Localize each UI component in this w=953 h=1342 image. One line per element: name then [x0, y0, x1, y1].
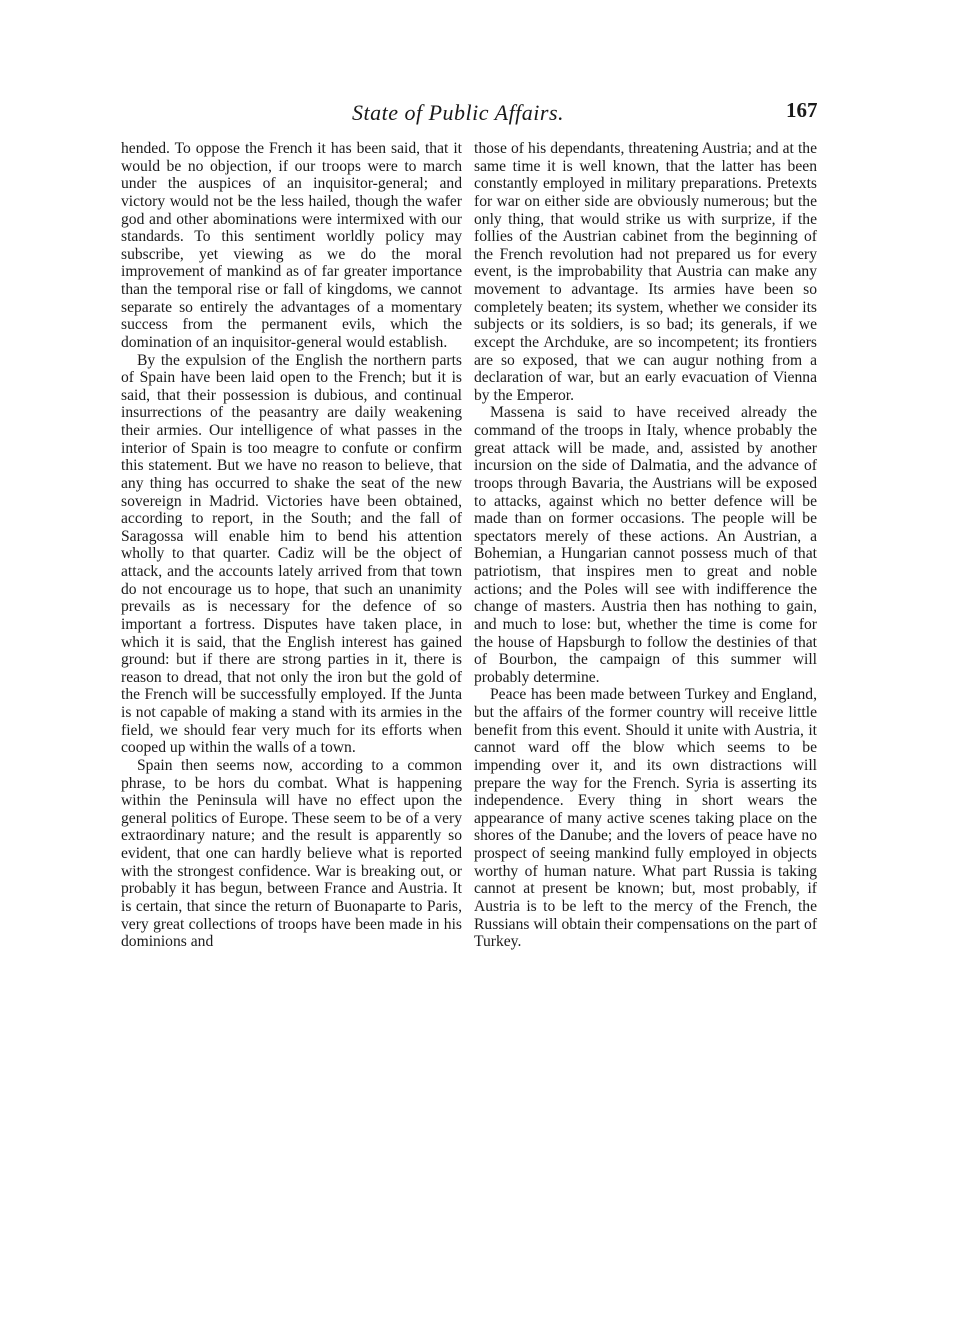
- paragraph: hended. To oppose the French it has been said, that it would be no objection, if our troops were to march under the auspices of an inquisitor-general; and victory would not be the less hailed, though the wafer god and other abominations were intermixed with our standards. To this sentiment worldly policy may subscribe, yet viewing as we do the moral improvement of mankind as of far greater importance than the temporal rise or fall of kingdoms, we cannot separate so entirely the advantages of a momentary success from the permanent evils, which the domination of an inquisitor-general would establish.: [121, 140, 462, 351]
- paragraph: Peace has been made between Turkey and England, but the affairs of the former country will receive little benefit from this event. Should it unite with Austria, it cannot ward off the blow which seems to be impending over it, and its own distractions will prepare the way for the French. Syria is asserting its independence. Every thing in short wears the appearance of many active scenes taking place on the shores of the Danube; and the lovers of peace have no prospect of seeing mankind fully employed in objects worthy of human nature. What part Russia is taking cannot at present be known; but, most probably, if Austria is to be left to the mercy of the French, the Russians will obtain their compensations on the part of Turkey.: [474, 686, 818, 951]
- running-head-title: State of Public Affairs.: [352, 100, 565, 125]
- paragraph: By the expulsion of the English the northern parts of Spain have been laid open to the French; but it is said, that their possession is dubious, and continual insurrections of the peasantry are daily weakening their armies. Our intelligence of what passes in the interior of Spain is too meagre to confute or confirm this statement. But we have no reason to believe, that any thing has occurred to shake the seat of the new sovereign in Madrid. Victories have been obtained, according to report, in the South; and the fall of Saragossa will enable him to bend his attention wholly to that quarter. Cadiz will be the object of attack, and the accounts lately arrived from that town do not encourage us to hope, that such an unanimity prevails as is necessary for the defence of so important a fortress. Disputes have taken place, in which it is said, that the English interest has gained ground: but if there are strong parties in it, there is reason to dread, that not only the iron but the gold of the French will be successfully employed. If the Junta is not capable of making a stand with its armies in the field, we should fear very much for its efforts when cooped up within the walls of a town.: [121, 351, 462, 757]
- paragraph: those of his dependants, threatening Austria; and at the same time it is well known, that the latter has been constantly employed in military preparations. Pretexts for war on either side are obviously numerous; but the only thing, that would strike us with surprize, if the follies of the Austrian cabinet from the beginning of the French revolution had not prepared us for every event, is the improbability that Austria can make any movement to advantage. Its armies have been so completely beaten; its system, whether we consider its subjects or its soldiers, is so bad; its generals, if we except the Archduke, are so incompetent; its frontiers are so exposed, that we can augur nothing from a declaration of war, but an early evacuation of Vienna by the Emperor.: [474, 140, 817, 404]
- paragraph: Spain then seems now, according to a common phrase, to be hors du combat. What is happening within the Peninsula will have no effect upon the general politics of Europe. These seem to be of a very extraordinary nature; and the result is apparently so evident, that one can hardly believe what is reported with the strongest confidence. War is breaking out, or probably it has begun, between France and Austria. It is certain, that since the return of Buonaparte to Paris, very great collections of troops have been made in his dominions and: [121, 756, 462, 951]
- left-column: [121, 140, 462, 951]
- paragraph: Massena is said to have received already the command of the troops in Italy, whence probably the great attack will be made, and, assisted by another incursion on the side of Dalmatia, and the advance of troops through Bavaria, the Austrians will be exposed to attacks, against which no better defence will be made than on former occasions. The people will be spectators merely of these actions. An Austrian, a Bohemian, a Hungarian cannot possess much of that patriotism, that inspires men to great and noble actions; and the Poles will see with indifference the change of masters. Austria then has nothing to gain, and much to lose: but, whether the time is come for the house of Hapsburgh to follow the destinies of that of Bourbon, the campaign of this summer will probably determine.: [474, 404, 817, 686]
- page-number: 167: [786, 98, 818, 122]
- right-column: [474, 140, 817, 951]
